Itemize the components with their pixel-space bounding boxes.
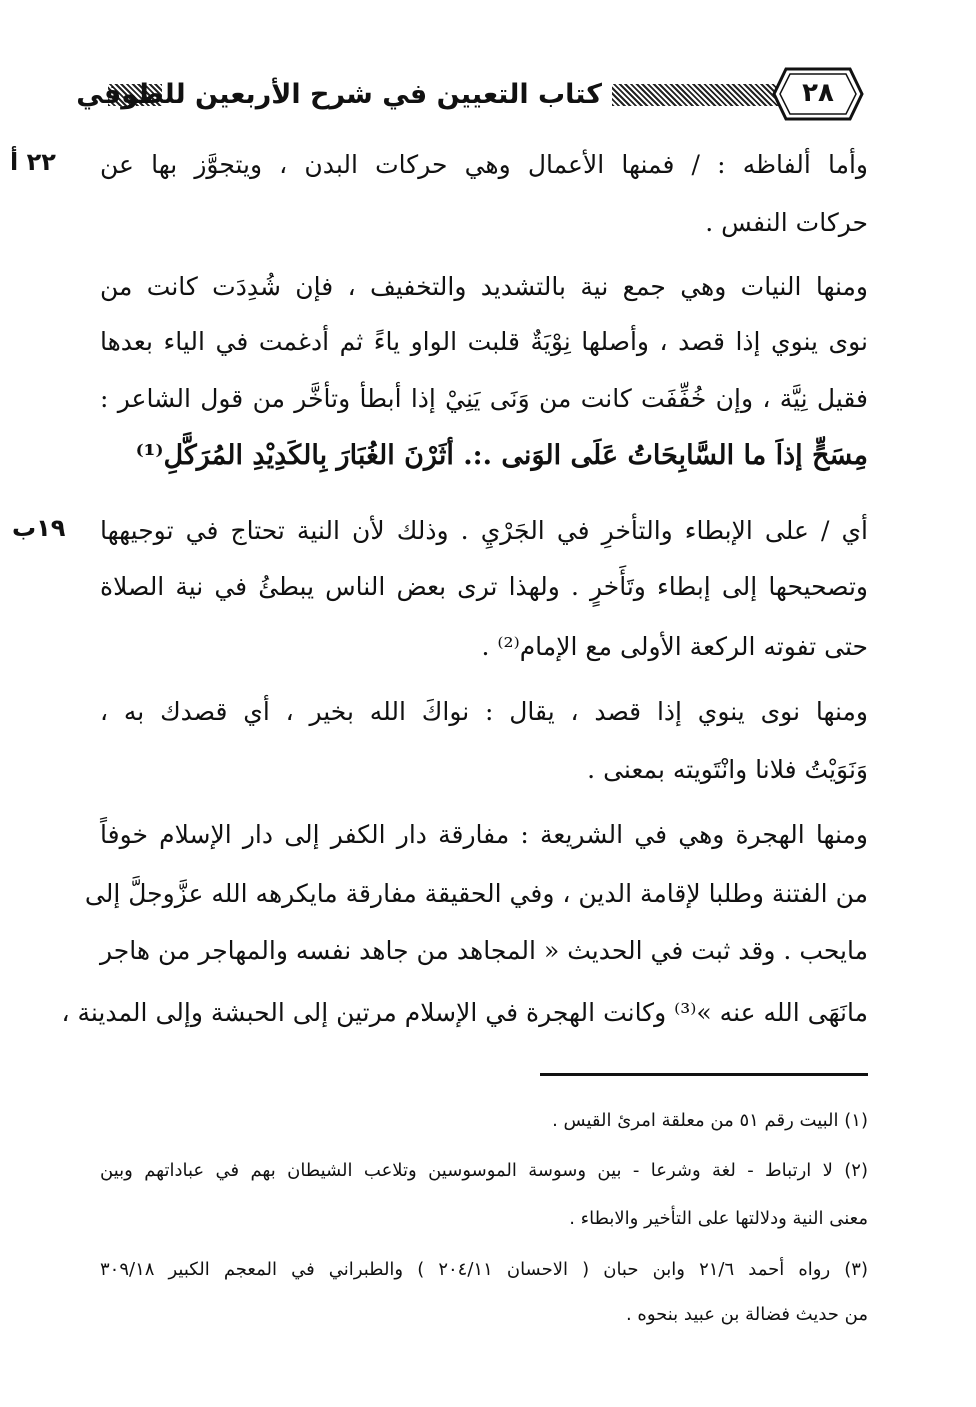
body-line: مانَهَى الله عنه »⁽³⁾ وكانت الهجرة في الإسلام مرتين إلى الحبشة وإلى المدينة ،: [61, 998, 868, 1027]
body-line: حتى تفوته الركعة الأولى مع الإمام⁽²⁾ .: [481, 632, 868, 661]
body-line: ومنها الهجرة وهي في الشريعة : مفارقة دار الكفر إلى دار الإسلام خوفاً: [100, 820, 868, 849]
body-line: أي / على الإبطاء والتأخرِ في الجَرْيِ . وذلك لأن النية تحتاج في توجيهها: [100, 516, 868, 545]
footnote: من حديث فضالة بن عبيد بنحوه .: [625, 1304, 868, 1325]
body-line: حركات النفس .: [705, 208, 868, 237]
body-line: ومنها نوى ينوي إذا قصد ، يقال : نواكَ الله بخير ، أي قصدك به ،: [100, 697, 868, 726]
footnote-separator: [540, 1073, 868, 1076]
body-line: مايحب . وقد ثبت في الحديث « المجاهد من جاهد نفسه والمهاجر من هاجر: [100, 936, 868, 965]
page-number-frame: [772, 66, 864, 122]
header-ornament-right: [612, 84, 792, 106]
margin-note-folio-19b: ١٩ب: [12, 514, 66, 542]
running-header: [76, 64, 868, 126]
body-line: وتصحيحها إلى إبطاء وتَأَخرٍ . ولهذا ترى بعض الناس يبطئُ في نية الصلاة: [100, 572, 868, 601]
footnote: معنى النية ودلالتها على التأخير والابطاء .: [569, 1208, 868, 1229]
body-line: من الفتنة وطلبا لإقامة الدين ، وفي الحقيقة مفارقة مايكرهه الله عزَّوجلَّ إلى: [84, 879, 868, 908]
footnote: (٢) لا ارتباط - لغة وشرعا - بين وسوسة الموسوسين وتلاعب الشيطان بهم في عباداتهم وبين: [100, 1160, 868, 1181]
body-line: نوى ينوي إذا قصد ، وأصلها نِوْيَةٌ قلبت الواو ياءً ثم أدغمت في الياء بعدها: [100, 327, 868, 356]
body-line: وأما ألفاظه : / فمنها الأعمال وهي حركات البدن ، ويتجوَّز بها عن: [100, 150, 868, 179]
poetry-verse: مِسَحٍّ إذاَ ما السَّابِحَاتُ عَلَى الوَنى .:. أثَرْنَ الغُبَارَ بِالكَدِيْدِ المُرَكَّلِ⁽¹⁾: [135, 440, 868, 471]
book-title: كتاب التعيين في شرح الأربعين للطوفي: [76, 79, 602, 110]
margin-note-folio-22a: ٢٢ أ: [10, 148, 56, 176]
body-line: فقيل نِيَّة ، وإن خُفِّفَت كانت من وَنَى يَنِيْ إذا أبطأ وتأخَّر من قول الشاعر :: [100, 384, 868, 413]
body-line: ومنها النيات وهي جمع نية بالتشديد والتخفيف ، فإن شُدِدَت كانت من: [100, 272, 868, 301]
body-line: وَنَوَيْتُ فلانا وانْتَويته بمعنى .: [587, 755, 868, 784]
footnote: (٣) رواه أحمد ٢١/٦ وابن حبان ( الاحسان ٢٠٤/١١ ) والطبراني في المعجم الكبير ٣٠٩/١٨: [100, 1259, 868, 1280]
footnote: (١) البيت رقم ٥١ من معلقة امرئ القيس .: [552, 1110, 868, 1131]
page-number: ٢٨: [802, 78, 834, 108]
